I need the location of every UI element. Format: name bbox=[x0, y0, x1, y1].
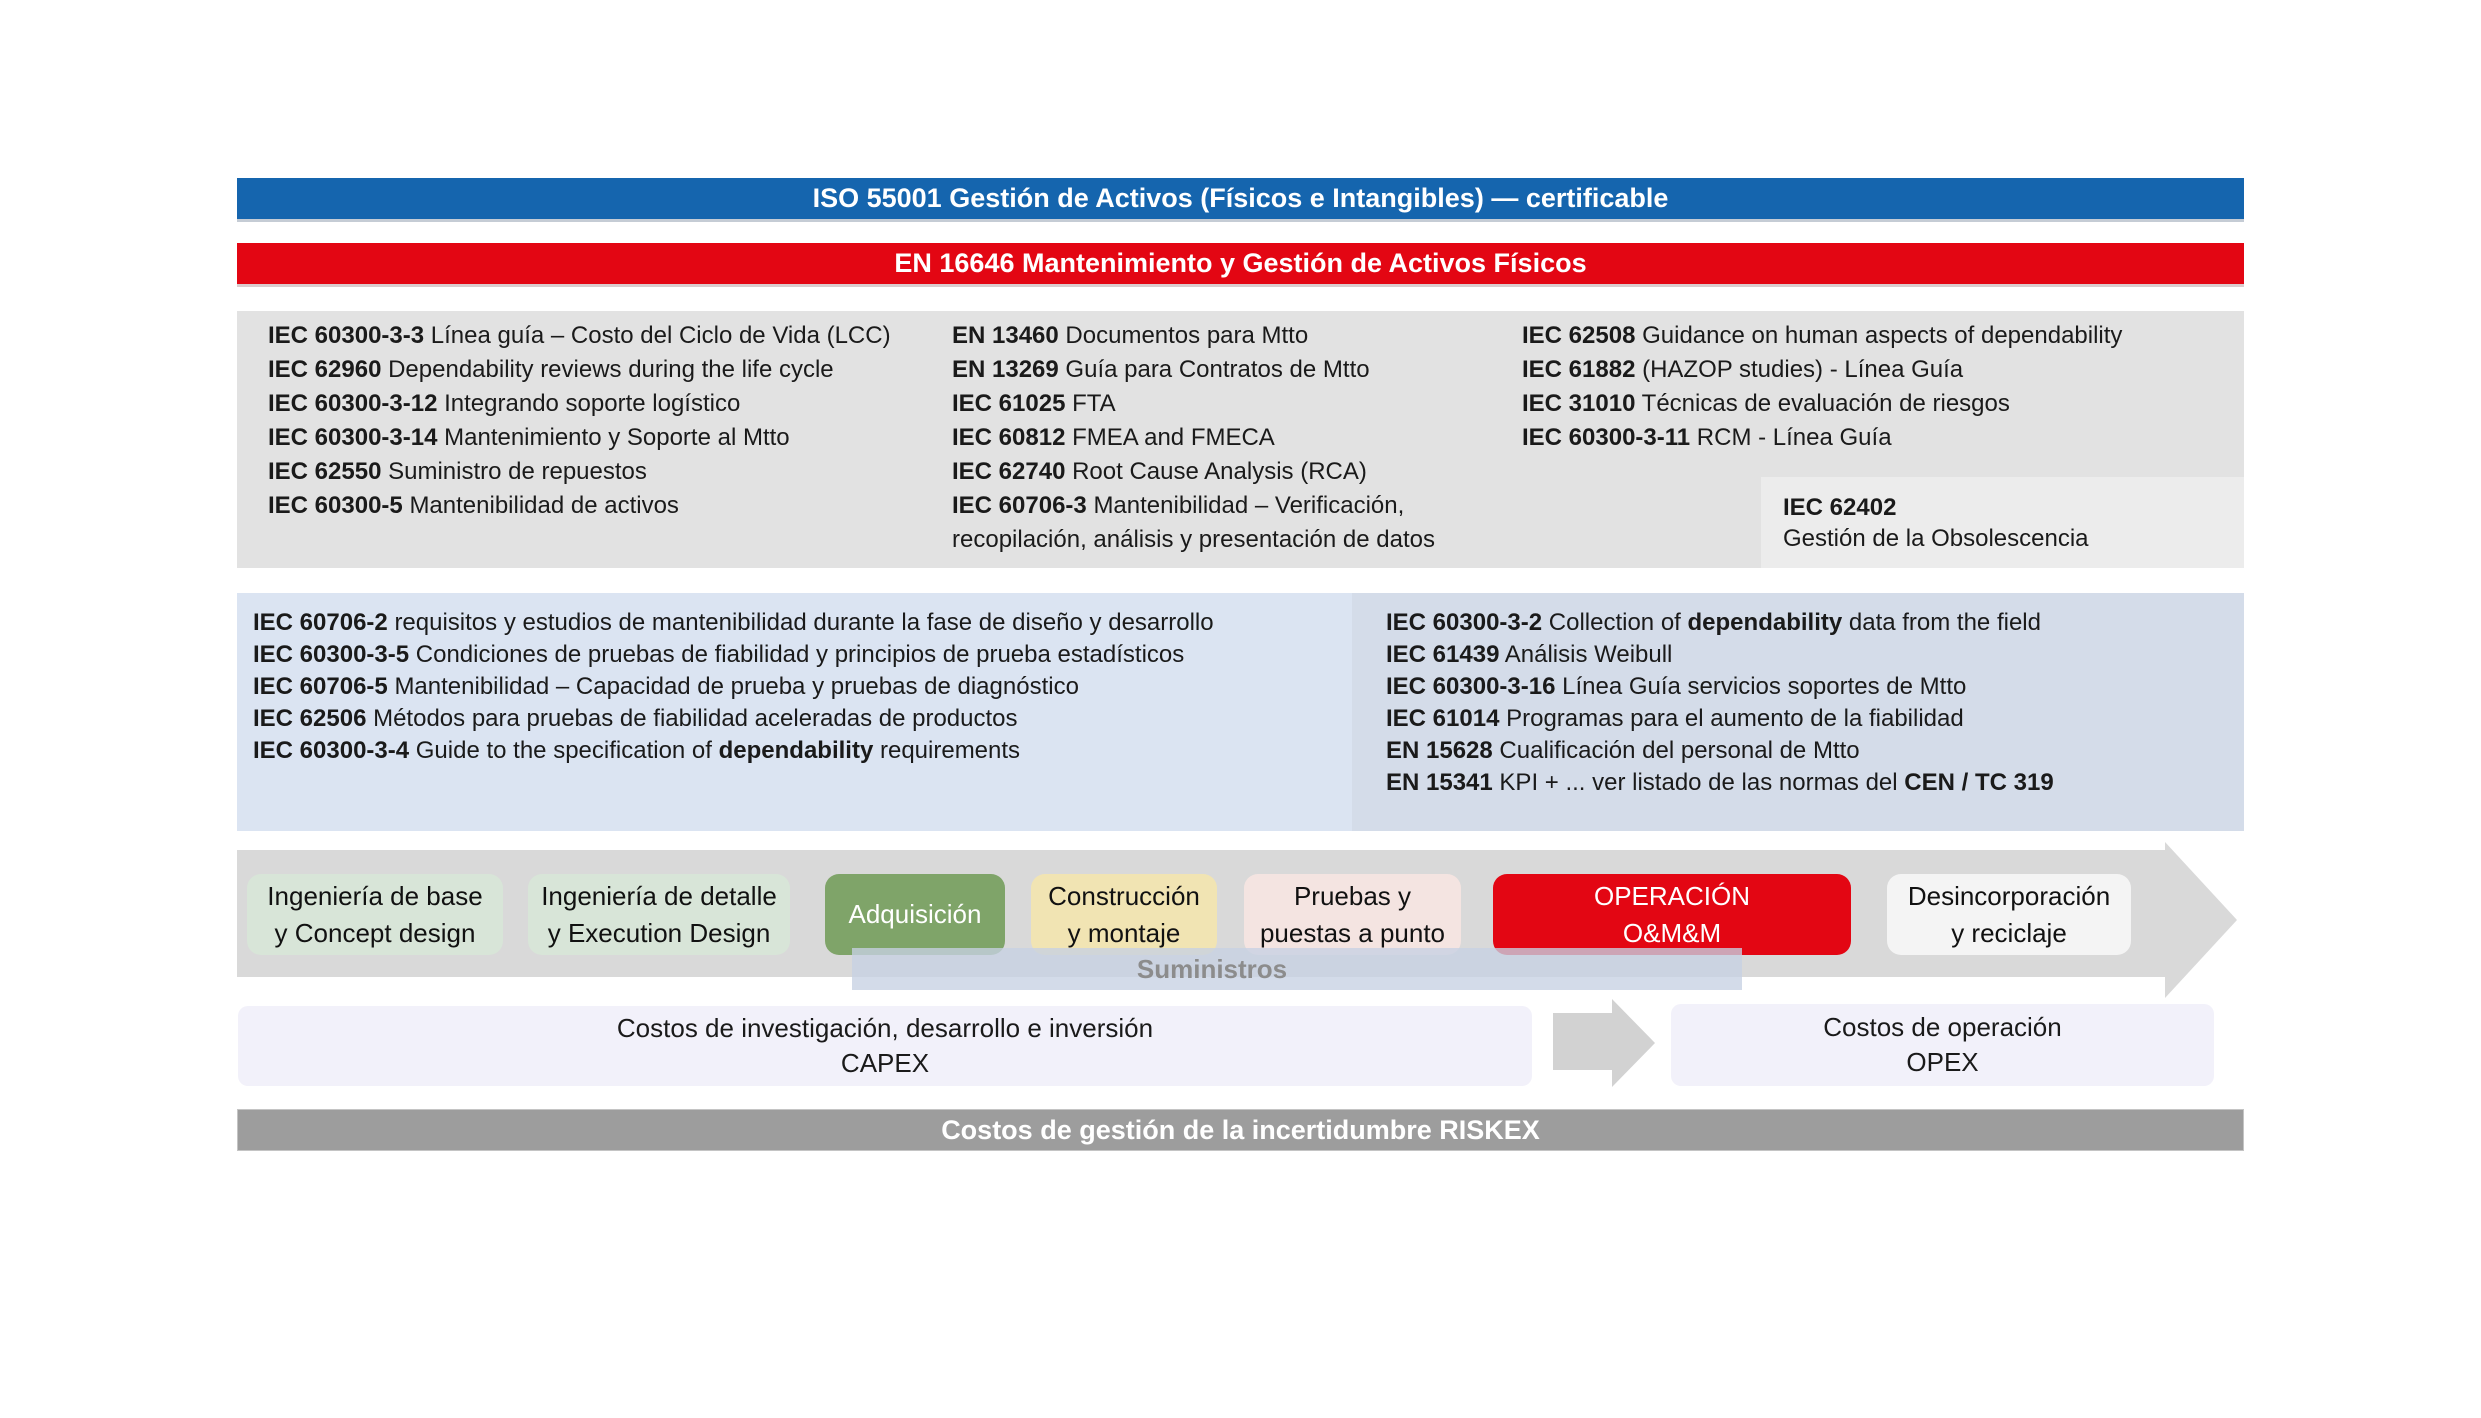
phase-label-line: Adquisición bbox=[848, 899, 982, 929]
suministros-label: Suministros bbox=[1136, 953, 1288, 984]
standards-box-design-phase bbox=[237, 593, 1352, 831]
phase-ingenieria-detalle bbox=[528, 874, 790, 955]
phase-label-line: OPERACIÓN bbox=[1593, 880, 1751, 911]
standard-line: IEC 62960 Dependability reviews during the life cycle bbox=[268, 356, 834, 383]
standard-line: IEC 60300-5 Mantenibilidad de activos bbox=[268, 492, 679, 519]
standard-line: IEC 62740 Root Cause Analysis (RCA) bbox=[952, 458, 1367, 485]
standard-line: IEC 60300-3-2 Collection of dependability data from the field bbox=[1386, 609, 2041, 636]
phase-desincorporacion-reciclaje bbox=[1887, 874, 2131, 955]
obsolescence-box bbox=[1761, 477, 2244, 568]
standard-line: IEC 60706-3 Mantenibilidad – Verificación, bbox=[952, 492, 1405, 519]
phase-construccion-montaje bbox=[1031, 874, 1217, 955]
phase-label-line: Ingeniería de base bbox=[267, 880, 483, 911]
capex-to-opex-arrowhead-icon bbox=[1612, 999, 1655, 1087]
phase-label-line: y Concept design bbox=[274, 917, 476, 948]
standard-line: EN 13269 Guía para Contratos de Mtto bbox=[952, 356, 1370, 383]
phase-label-line: y reciclaje bbox=[1951, 917, 2067, 948]
standard-line: recopilación, análisis y presentación de datos bbox=[952, 526, 1435, 553]
phase-label-line: Desincorporación bbox=[1907, 880, 2111, 911]
phase-label-line: puestas a punto bbox=[1259, 917, 1446, 948]
standard-line: IEC 61014 Programas para el aumento de la fiabilidad bbox=[1386, 705, 1964, 732]
standard-line: IEC 60812 FMEA and FMECA bbox=[952, 424, 1275, 451]
suministros-bar bbox=[852, 948, 1742, 990]
standard-line: IEC 60300-3-16 Línea Guía servicios soportes de Mtto bbox=[1386, 673, 1967, 700]
standards-box-operation-phase bbox=[1352, 593, 2244, 831]
standards-top-column-2 bbox=[952, 319, 1435, 557]
capex-to-opex-arrow-icon bbox=[1553, 1013, 1612, 1070]
phase-label-line: Construcción bbox=[1048, 880, 1200, 911]
opex-label: OPEX bbox=[1906, 1047, 1979, 1077]
standard-line: IEC 61882 (HAZOP studies) - Línea Guía bbox=[1522, 356, 1964, 383]
standard-line: IEC 60300-3-14 Mantenimiento y Soporte al Mtto bbox=[268, 424, 790, 451]
banner-riskex: Costos de gestión de la incertidumbre RISKEX bbox=[237, 1109, 2244, 1151]
standard-line: IEC 60300-3-12 Integrando soporte logístico bbox=[268, 390, 741, 417]
phase-label-line: O&M&M bbox=[1622, 917, 1722, 948]
phase-label-line: Pruebas y bbox=[1293, 880, 1412, 911]
capex-description: Costos de investigación, desarrollo e inversión bbox=[616, 1013, 1154, 1043]
phase-label-line: y montaje bbox=[1067, 917, 1181, 948]
standard-line: IEC 60300-3-5 Condiciones de pruebas de fiabilidad y principios de prueba estadísticos bbox=[253, 641, 1185, 668]
phase-operacion-omm bbox=[1493, 874, 1851, 955]
standard-line: IEC 60706-5 Mantenibilidad – Capacidad de prueba y pruebas de diagnóstico bbox=[253, 673, 1079, 700]
standard-line: EN 15628 Cualificación del personal de Mtto bbox=[1386, 737, 1860, 764]
phase-ingenieria-base bbox=[247, 874, 503, 955]
capex-label: CAPEX bbox=[840, 1048, 930, 1078]
capex-box bbox=[238, 1006, 1532, 1086]
standard-line: IEC 61439 Análisis Weibull bbox=[1386, 641, 1673, 668]
standard-line: IEC 60300-3-11 RCM - Línea Guía bbox=[1522, 424, 1892, 451]
phase-pruebas-puestas-a-punto bbox=[1244, 874, 1461, 955]
standard-line: IEC 61025 FTA bbox=[952, 390, 1116, 417]
standard-line: IEC 31010 Técnicas de evaluación de riesgos bbox=[1522, 390, 2010, 417]
standard-line: EN 13460 Documentos para Mtto bbox=[952, 322, 1309, 349]
opex-description: Costos de operación bbox=[1823, 1012, 2062, 1042]
obsolescence-code: IEC 62402 bbox=[1783, 493, 1897, 521]
phase-label-line: y Execution Design bbox=[547, 917, 771, 948]
standard-line: IEC 60706-2 requisitos y estudios de mantenibilidad durante la fase de diseño y desarrollo bbox=[253, 609, 1214, 636]
standard-line: EN 15341 KPI + ... ver listado de las normas del CEN / TC 319 bbox=[1386, 769, 2054, 796]
standards-top-column-1 bbox=[268, 319, 891, 523]
phase-label-line: Ingeniería de detalle bbox=[541, 880, 777, 911]
standard-line: IEC 60300-3-4 Guide to the specification of dependability requirements bbox=[253, 737, 1021, 764]
banner-en-16646: EN 16646 Mantenimiento y Gestión de Activos Físicos bbox=[237, 243, 2244, 284]
standard-line: IEC 60300-3-3 Línea guía – Costo del Ciclo de Vida (LCC) bbox=[268, 322, 891, 349]
phase-adquisicion bbox=[825, 874, 1005, 955]
standard-line: IEC 62506 Métodos para pruebas de fiabilidad aceleradas de productos bbox=[253, 705, 1018, 732]
obsolescence-desc: Gestión de la Obsolescencia bbox=[1783, 524, 2089, 552]
standard-line: IEC 62508 Guidance on human aspects of dependability bbox=[1522, 322, 2123, 349]
lifecycle-arrow-head-icon bbox=[2165, 842, 2237, 998]
banner-iso-55001: ISO 55001 Gestión de Activos (Físicos e Intangibles) — certificable bbox=[237, 178, 2244, 219]
standards-top-column-3 bbox=[1522, 319, 2122, 455]
opex-box bbox=[1671, 1004, 2214, 1086]
standard-line: IEC 62550 Suministro de repuestos bbox=[268, 458, 647, 485]
